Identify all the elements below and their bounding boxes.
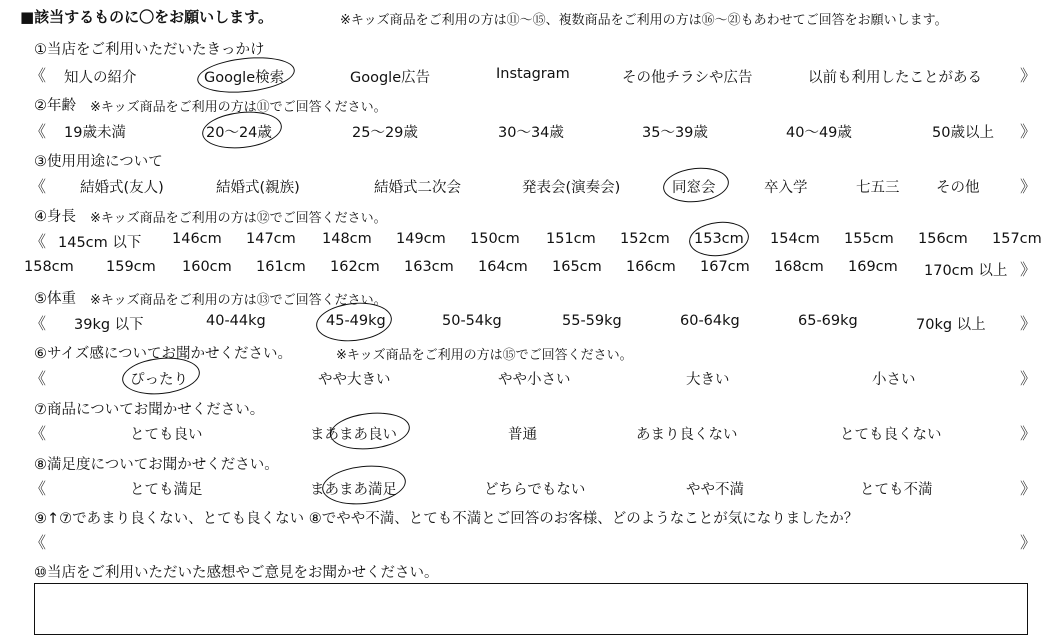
q2-option[interactable]: 25〜29歳 <box>352 125 418 141</box>
q2-note: ※キッズ商品をご利用の方は⑪でご回答ください。 <box>90 100 387 115</box>
q4-option[interactable]: 148cm <box>322 231 372 247</box>
q5-option[interactable]: 45-49kg <box>326 313 386 329</box>
q7-option[interactable]: 普通 <box>508 427 537 443</box>
q5-option[interactable]: 55-59kg <box>562 313 622 329</box>
q7-option[interactable]: とても良い <box>130 427 203 443</box>
q1-label: ①当店をご利用いただいたきっかけ <box>34 42 265 58</box>
q3-open-bracket: 《 <box>30 177 47 196</box>
q4-option[interactable]: 155cm <box>844 231 894 247</box>
q5-option[interactable]: 50-54kg <box>442 313 502 329</box>
q7-option[interactable]: まあまあ良い <box>310 427 397 443</box>
q3-option[interactable]: 同窓会 <box>672 180 716 196</box>
q5-option[interactable]: 70kg 以上 <box>916 317 986 333</box>
q3-option[interactable]: 発表会(演奏会) <box>522 180 621 196</box>
q4-option[interactable]: 149cm <box>396 231 446 247</box>
q1-open-bracket: 《 <box>30 66 47 85</box>
q6-label: ⑥サイズ感についてお聞かせください。 <box>34 346 293 362</box>
q9-label: ⑨↑⑦であまり良くない、とても良くない ⑧でやや不満、とても不満とご回答のお客様、どのようなことが気になりましたか？ <box>34 511 859 527</box>
q3-option[interactable]: 卒入学 <box>764 180 808 196</box>
q4-option[interactable]: 164cm <box>478 259 528 275</box>
q8-option[interactable]: とても満足 <box>130 482 203 498</box>
q4-option[interactable]: 166cm <box>626 259 676 275</box>
q7-option[interactable]: とても良くない <box>840 427 942 443</box>
q2-option[interactable]: 40〜49歳 <box>786 125 852 141</box>
q2-option[interactable]: 30〜34歳 <box>498 125 564 141</box>
q1-close-bracket: 》 <box>1020 66 1037 85</box>
q4-option[interactable]: 170cm 以上 <box>924 263 1008 279</box>
q7-label: ⑦商品についてお聞かせください。 <box>34 402 265 418</box>
q5-option[interactable]: 65-69kg <box>798 313 858 329</box>
q8-option[interactable]: やや不満 <box>686 482 744 498</box>
q3-close-bracket: 》 <box>1020 177 1037 196</box>
q5-close-bracket: 》 <box>1020 314 1037 333</box>
q7-open-bracket: 《 <box>30 424 47 443</box>
form-note: ※キッズ商品をご利用の方は⑪〜⑮、複数商品をご利用の方は⑯〜㉑もあわせてご回答をお願いします。 <box>340 13 948 28</box>
q4-option[interactable]: 160cm <box>182 259 232 275</box>
q4-option[interactable]: 162cm <box>330 259 380 275</box>
q6-option[interactable]: 小さい <box>872 372 916 388</box>
q1-option[interactable]: その他チラシや広告 <box>622 70 753 86</box>
form-title: ■該当するものに〇をお願いします。 <box>20 8 273 26</box>
q8-close-bracket: 》 <box>1020 479 1037 498</box>
q2-option[interactable]: 50歳以上 <box>932 125 994 141</box>
q1-option[interactable]: 以前も利用したことがある <box>808 70 982 86</box>
q8-option[interactable]: とても不満 <box>860 482 933 498</box>
q3-option[interactable]: 結婚式(親族) <box>216 180 300 196</box>
q3-option[interactable]: 結婚式(友人) <box>80 180 164 196</box>
q4-option[interactable]: 159cm <box>106 259 156 275</box>
q5-note: ※キッズ商品をご利用の方は⑬でご回答ください。 <box>90 293 387 308</box>
q4-option[interactable]: 151cm <box>546 231 596 247</box>
q5-option[interactable]: 60-64kg <box>680 313 740 329</box>
q3-option[interactable]: 七五三 <box>856 180 900 196</box>
q2-option[interactable]: 20〜24歳 <box>206 125 272 141</box>
q3-option[interactable]: その他 <box>936 180 980 196</box>
q4-option[interactable]: 147cm <box>246 231 296 247</box>
q1-option[interactable]: Instagram <box>496 66 570 82</box>
q3-label: ③使用用途について <box>34 154 163 170</box>
q4-option[interactable]: 157cm <box>992 231 1042 247</box>
q8-option[interactable]: どちらでもない <box>484 482 586 498</box>
q7-option[interactable]: あまり良くない <box>636 427 738 443</box>
q2-option[interactable]: 35〜39歳 <box>642 125 708 141</box>
q4-option[interactable]: 161cm <box>256 259 306 275</box>
q5-option[interactable]: 40-44kg <box>206 313 266 329</box>
q5-open-bracket: 《 <box>30 314 47 333</box>
q10-label: ⑩当店をご利用いただいた感想やご意見をお聞かせください。 <box>34 565 439 581</box>
q10-answer-box[interactable] <box>34 583 1028 635</box>
q1-option[interactable]: Google検索 <box>204 70 285 86</box>
q8-option[interactable]: まあまあ満足 <box>310 482 397 498</box>
q4-option[interactable]: 168cm <box>774 259 824 275</box>
q5-option[interactable]: 39kg 以下 <box>74 317 144 333</box>
q5-label: ⑤体重 <box>34 291 76 307</box>
q8-label: ⑧満足度についてお聞かせください。 <box>34 457 279 473</box>
q4-open-bracket: 《 <box>30 232 47 251</box>
q6-note: ※キッズ商品をご利用の方は⑮でご回答ください。 <box>336 348 633 363</box>
q4-option[interactable]: 146cm <box>172 231 222 247</box>
q6-close-bracket: 》 <box>1020 369 1037 388</box>
q2-option[interactable]: 19歳未満 <box>64 125 126 141</box>
q7-close-bracket: 》 <box>1020 424 1037 443</box>
q4-option[interactable]: 158cm <box>24 259 74 275</box>
q4-close-bracket: 》 <box>1020 260 1037 279</box>
q6-option[interactable]: やや小さい <box>498 372 571 388</box>
q6-open-bracket: 《 <box>30 369 47 388</box>
q2-label: ②年齢 <box>34 98 76 114</box>
q4-option[interactable]: 156cm <box>918 231 968 247</box>
q4-option[interactable]: 163cm <box>404 259 454 275</box>
q9-open-bracket: 《 <box>30 533 47 552</box>
q6-option[interactable]: やや大きい <box>318 372 391 388</box>
q4-option[interactable]: 150cm <box>470 231 520 247</box>
q4-note: ※キッズ商品をご利用の方は⑫でご回答ください。 <box>90 211 387 226</box>
q3-option[interactable]: 結婚式二次会 <box>374 180 461 196</box>
q1-option[interactable]: 知人の紹介 <box>64 70 137 86</box>
q4-option[interactable]: 153cm <box>694 231 744 247</box>
q4-option[interactable]: 167cm <box>700 259 750 275</box>
q2-open-bracket: 《 <box>30 122 47 141</box>
q9-close-bracket: 》 <box>1020 533 1037 552</box>
q6-option[interactable]: ぴったり <box>130 372 188 388</box>
q4-label: ④身長 <box>34 209 76 225</box>
q2-close-bracket: 》 <box>1020 122 1037 141</box>
q4-option[interactable]: 165cm <box>552 259 602 275</box>
q6-option[interactable]: 大きい <box>686 372 730 388</box>
q4-option[interactable]: 145cm 以下 <box>58 235 142 251</box>
q1-option[interactable]: Google広告 <box>350 70 431 86</box>
q8-open-bracket: 《 <box>30 479 47 498</box>
q4-option[interactable]: 152cm <box>620 231 670 247</box>
q4-option[interactable]: 169cm <box>848 259 898 275</box>
q4-option[interactable]: 154cm <box>770 231 820 247</box>
